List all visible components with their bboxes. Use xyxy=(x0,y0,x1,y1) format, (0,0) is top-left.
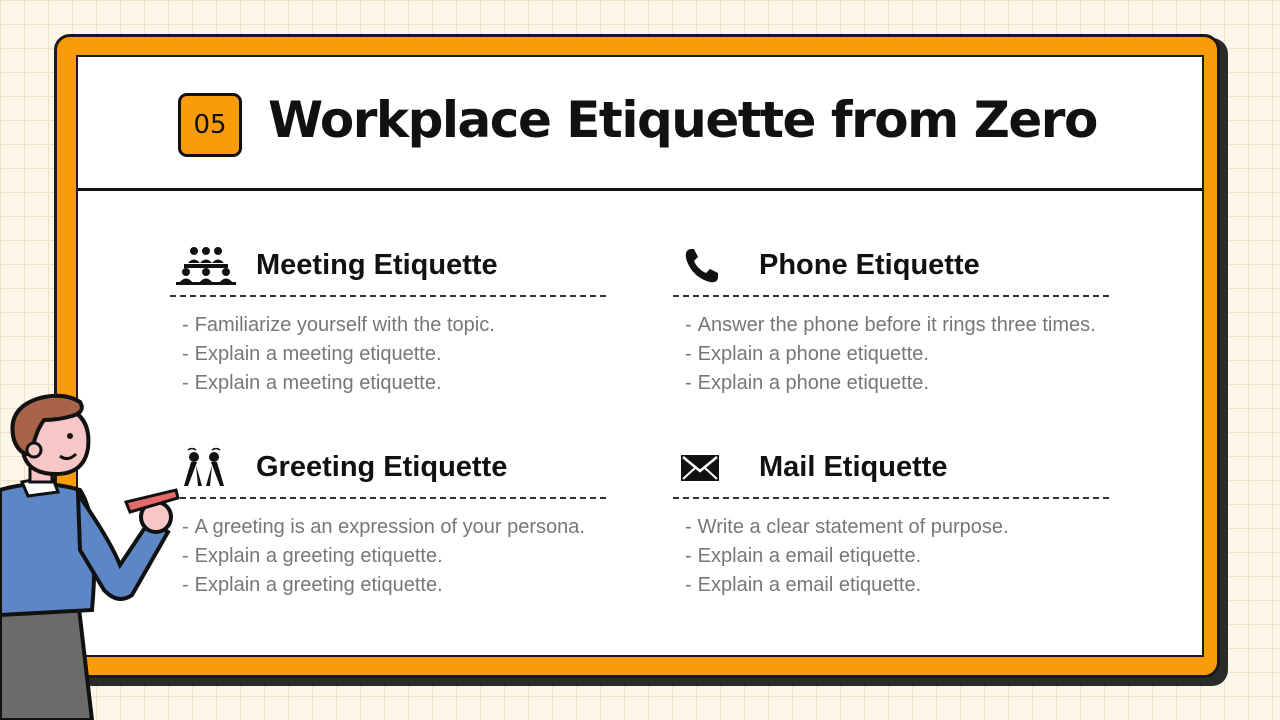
section-title: Meeting Etiquette xyxy=(256,249,498,281)
list-item: - Explain a email etiquette. xyxy=(685,574,922,596)
section-greeting xyxy=(170,441,606,600)
list-item: - Explain a greeting etiquette. xyxy=(182,574,443,596)
section-header xyxy=(170,239,606,297)
section-number-badge: 05 xyxy=(178,93,242,157)
content-panel xyxy=(76,55,1204,657)
section-items xyxy=(685,513,1109,600)
page-title: Workplace Etiquette from Zero xyxy=(268,91,1097,149)
section-phone xyxy=(673,239,1109,398)
list-item: - Answer the phone before it rings three times. xyxy=(685,314,1096,336)
list-item: - Explain a meeting etiquette. xyxy=(182,372,442,394)
list-item: - Explain a email etiquette. xyxy=(685,545,922,567)
section-header xyxy=(673,239,1109,297)
list-item: - Explain a greeting etiquette. xyxy=(182,545,443,567)
section-items xyxy=(685,311,1109,398)
section-header xyxy=(170,441,606,499)
meeting-icon xyxy=(174,245,238,285)
list-item: - Familiarize yourself with the topic. xyxy=(182,314,495,336)
list-item: - A greeting is an expression of your persona. xyxy=(182,516,585,538)
section-mail xyxy=(673,441,1109,600)
list-item: - Explain a phone etiquette. xyxy=(685,372,929,394)
section-title: Phone Etiquette xyxy=(759,249,980,281)
section-meeting xyxy=(170,239,606,398)
section-items xyxy=(182,513,606,600)
list-item: - Write a clear statement of purpose. xyxy=(685,516,1009,538)
section-title: Greeting Etiquette xyxy=(256,451,508,483)
presenter-illustration xyxy=(0,390,190,720)
list-item: - Explain a phone etiquette. xyxy=(685,343,929,365)
mail-icon xyxy=(677,447,741,487)
section-title: Mail Etiquette xyxy=(759,451,948,483)
header xyxy=(78,57,1202,191)
phone-icon xyxy=(677,245,741,285)
list-item: - Explain a meeting etiquette. xyxy=(182,343,442,365)
section-items xyxy=(182,311,606,398)
section-header xyxy=(673,441,1109,499)
